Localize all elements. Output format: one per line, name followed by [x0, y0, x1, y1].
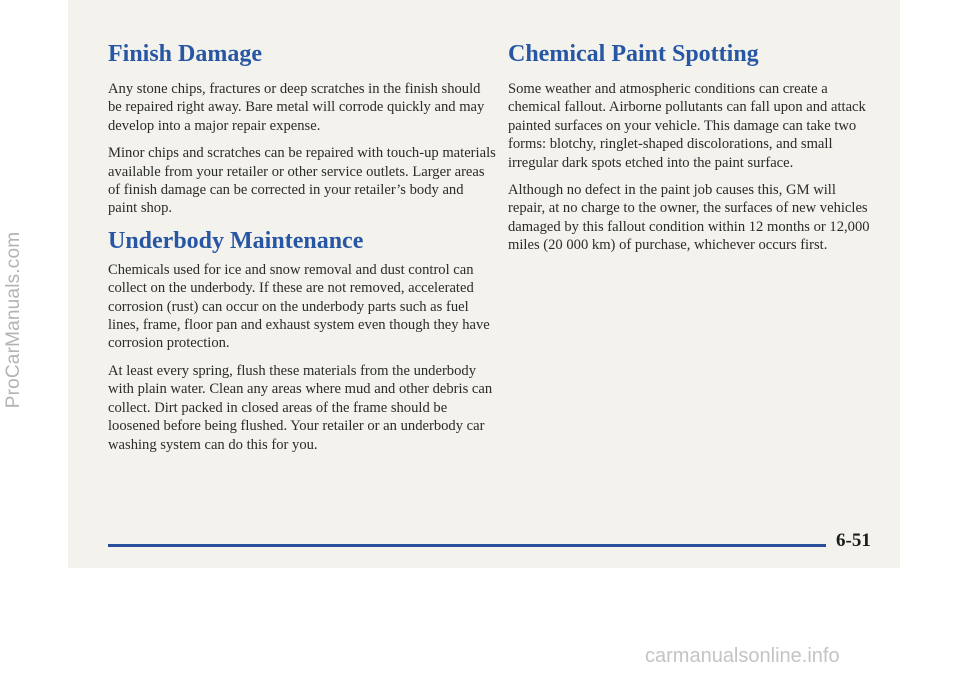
footer-rule [108, 544, 826, 547]
chemical-paint-spotting-heading: Chemical Paint Spotting [508, 41, 759, 67]
underbody-maintenance-paragraph-2: At least every spring, flush these materials from the underbody with plain water. Clean any areas where mud and other debris can collect. Dirt packed in closed areas of the frame should be loosened before being flushed. Your retailer or an underbody car washing system can do this for you. [108, 362, 493, 453]
underbody-maintenance-section [108, 227, 496, 454]
right-column [508, 40, 876, 264]
chemical-paint-spotting-paragraph-2: Although no defect in the paint job causes this, GM will repair, at no charge to the owner, the surfaces of new vehicles damaged by this fallout condition within 12 months or 12,000 miles (20 000 km) of purchase, whichever occurs first. [508, 182, 870, 254]
left-column [108, 40, 496, 463]
finish-damage-heading: Finish Damage [108, 41, 263, 67]
bottom-watermark: carmanualsonline.info [645, 645, 840, 667]
underbody-maintenance-heading: Underbody Maintenance [108, 227, 364, 254]
chemical-paint-spotting-paragraph-1: Some weather and atmospheric conditions can create a chemical fallout. Airborne pollutants can fall upon and attack painted surfaces on your vehicle. This damage can take two forms: blotchy, ringlet-shaped discolorations, and small irregular dark spots etched into the paint surface. [508, 81, 866, 171]
finish-damage-paragraph-2: Minor chips and scratches can be repaired with touch-up materials available from your retailer or other service outlets. Larger areas of finish damage can be corrected in your retailer’s body and paint shop. [108, 145, 496, 217]
finish-damage-paragraph-1: Any stone chips, fractures or deep scratches in the finish should be repaired right away. Bare metal will corrode quickly and may develop into a major repair expense. [108, 81, 485, 134]
manual-page [68, 0, 900, 568]
underbody-maintenance-paragraph-1: Chemicals used for ice and snow removal and dust control can collect on the underbody. If these are not removed, accelerated corrosion (rust) can occur on the underbody parts such as fuel lines, frame, floor pan and exhaust system even though they have corrosion protection. [108, 261, 490, 352]
page-number: 6-51 [836, 530, 871, 551]
side-watermark-text: ProCarManuals.com [3, 231, 24, 409]
chemical-paint-spotting-section [508, 40, 876, 255]
finish-damage-section [108, 40, 496, 218]
side-watermark [0, 190, 28, 450]
